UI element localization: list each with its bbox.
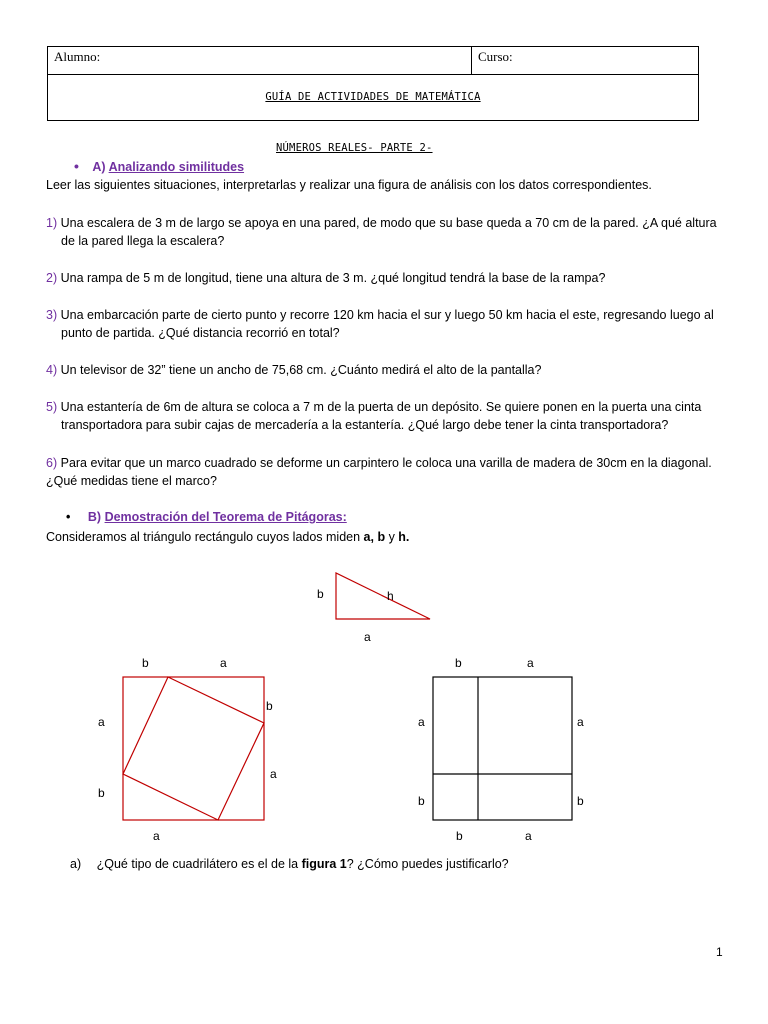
fig2-right-a: a — [577, 715, 584, 729]
part-b-title: Demostración del Teorema de Pitágoras: — [104, 510, 347, 524]
part-a-intro: Leer las siguientes situaciones, interpretarlas y realizar una figura de análisis con los datos correspondientes. — [46, 178, 652, 192]
part-a-title: Analizando similitudes — [108, 160, 245, 174]
question-line2: ¿Qué medidas tiene el marco? — [46, 474, 217, 488]
fig1-left-a: a — [98, 715, 105, 729]
question-line1: Para evitar que un marco cuadrado se deforme un carpintero le coloca una varilla de madera de 30cm en la diagonal. — [60, 456, 712, 470]
page-number: 1 — [716, 945, 723, 959]
question-number: 4) — [46, 363, 58, 377]
alumno-label: Alumno: — [54, 49, 101, 64]
bullet-icon: • — [66, 510, 71, 524]
question-line1: Una embarcación parte de cierto punto y recorre 120 km hacia el sur y luego 50 km hacia el este, regresando luego al — [60, 308, 714, 322]
bullet-icon: • — [74, 158, 79, 174]
fig1-top-a: a — [220, 656, 227, 670]
question-number: 6) — [46, 456, 58, 470]
triangle-label-b: b — [317, 587, 324, 601]
fig2-top-a: a — [527, 656, 534, 670]
question-number: 2) — [46, 271, 58, 285]
fig1-right-a: a — [270, 767, 277, 781]
section-title: NÚMEROS REALES- PARTE 2- — [276, 142, 433, 154]
question-line1: Una estantería de 6m de altura se coloca a 7 m de la puerta de un depósito. Se quiere ponen en la puerta una cinta — [60, 400, 702, 414]
question-number: 5) — [46, 400, 58, 414]
curso-label: Curso: — [478, 49, 513, 64]
intro-sides-ab: a, b — [363, 530, 386, 544]
guide-title: GUÍA DE ACTIVIDADES DE MATEMÁTICA — [265, 91, 481, 103]
question-a-figure: figura 1 — [301, 857, 347, 871]
part-b-letter: B) — [87, 510, 102, 524]
fig2-top-b: b — [455, 656, 462, 670]
figure-2-outer-square — [433, 677, 572, 820]
question-a-label: a) — [70, 857, 82, 871]
fig1-right-b: b — [266, 699, 273, 713]
triangle-label-h: h — [387, 589, 394, 603]
right-triangle — [336, 573, 430, 619]
fig1-top-b: b — [142, 656, 149, 670]
fig2-right-b: b — [577, 794, 584, 808]
question-line2: de la pared llega la escalera? — [61, 234, 225, 248]
question-a — [70, 857, 509, 871]
fig2-bottom-a: a — [525, 829, 532, 843]
intro-side-h: h. — [398, 530, 410, 544]
question-number: 1) — [46, 216, 58, 230]
figure-1-outer-square — [123, 677, 264, 820]
question-a-pre: ¿Qué tipo de cuadrilátero es el de la — [96, 857, 302, 871]
question-line2: transportadora para subir cajas de mercadería a la estantería. ¿Qué largo debe tener la cinta transportadora? — [61, 418, 669, 432]
intro-text: Consideramos al triángulo rectángulo cuyos lados miden — [46, 530, 364, 544]
intro-and: y — [385, 530, 399, 544]
question-line2: punto de partida. ¿Qué distancia recorrió en total? — [61, 326, 340, 340]
question-line1: Una rampa de 5 m de longitud, tiene una altura de 3 m. ¿qué longitud tendrá la base de la rampa? — [60, 271, 606, 285]
question-line1: Una escalera de 3 m de largo se apoya en una pared, de modo que su base queda a 70 cm de la pared. ¿A qué altura — [60, 216, 717, 230]
figure-1-inner-square — [123, 677, 264, 820]
part-a-letter: A) — [92, 160, 106, 174]
fig2-bottom-b: b — [456, 829, 463, 843]
fig1-bottom-a: a — [153, 829, 160, 843]
fig1-left-b: b — [98, 786, 105, 800]
question-number: 3) — [46, 308, 58, 322]
question-line1: Un televisor de 32” tiene un ancho de 75,68 cm. ¿Cuánto medirá el alto de la pantalla? — [60, 363, 542, 377]
question-a-post: ? ¿Cómo puedes justificarlo? — [346, 857, 509, 871]
fig2-left-b: b — [418, 794, 425, 808]
triangle-label-a: a — [364, 630, 371, 644]
fig2-left-a: a — [418, 715, 425, 729]
